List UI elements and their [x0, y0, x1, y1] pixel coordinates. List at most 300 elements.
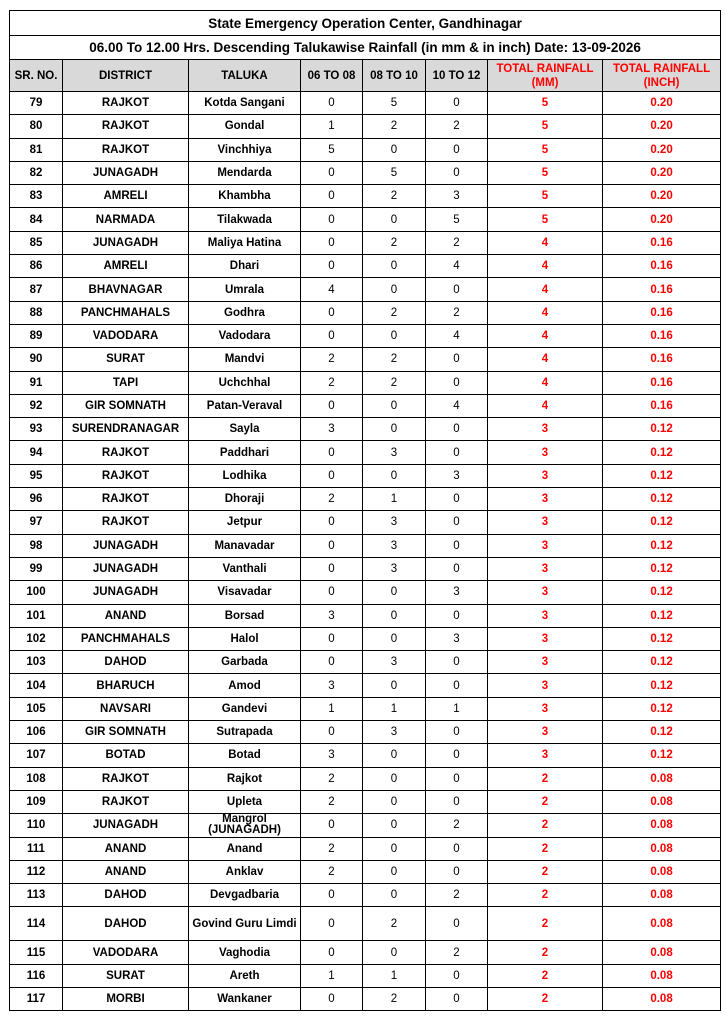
taluka-cell: Vinchhiya — [189, 138, 301, 161]
total-mm-cell: 2 — [488, 987, 603, 1010]
rain-08-10-cell: 2 — [363, 371, 426, 394]
rain-10-12-cell: 0 — [426, 907, 488, 941]
total-inch-cell: 0.12 — [603, 534, 721, 557]
rain-08-10-cell: 1 — [363, 697, 426, 720]
table-row — [10, 231, 721, 254]
district-cell: RAJKOT — [63, 488, 189, 511]
total-mm-cell: 3 — [488, 557, 603, 580]
total-inch-cell: 0.12 — [603, 721, 721, 744]
rain-10-12-cell: 1 — [426, 697, 488, 720]
total-inch-cell: 0.08 — [603, 964, 721, 987]
taluka-cell: Mangrol (JUNAGADH) — [189, 814, 301, 837]
district-cell: DAHOD — [63, 884, 189, 907]
rain-08-10-cell: 0 — [363, 278, 426, 301]
total-inch-cell: 0.20 — [603, 208, 721, 231]
table-row — [10, 964, 721, 987]
taluka-cell: Areth — [189, 964, 301, 987]
table-row — [10, 278, 721, 301]
district-cell: RAJKOT — [63, 767, 189, 790]
rain-08-10-cell: 0 — [363, 814, 426, 837]
district-cell: AMRELI — [63, 255, 189, 278]
district-cell: ANAND — [63, 837, 189, 860]
sr-no-cell: 86 — [10, 255, 63, 278]
rain-08-10-cell: 3 — [363, 651, 426, 674]
taluka-cell: Amod — [189, 674, 301, 697]
rain-06-08-cell: 0 — [301, 301, 363, 324]
rain-08-10-cell: 0 — [363, 464, 426, 487]
total-inch-cell: 0.08 — [603, 907, 721, 941]
rain-10-12-cell: 0 — [426, 837, 488, 860]
rain-10-12-cell: 3 — [426, 185, 488, 208]
rain-10-12-cell: 0 — [426, 348, 488, 371]
district-cell: RAJKOT — [63, 790, 189, 813]
taluka-cell: Dhari — [189, 255, 301, 278]
rain-08-10-cell: 2 — [363, 231, 426, 254]
rain-08-10-cell: 0 — [363, 860, 426, 883]
rain-10-12-cell: 4 — [426, 394, 488, 417]
rain-10-12-cell: 0 — [426, 964, 488, 987]
header-sr-no: SR. NO. — [10, 60, 63, 92]
sr-no-cell: 93 — [10, 418, 63, 441]
rain-08-10-cell: 3 — [363, 557, 426, 580]
total-mm-cell: 3 — [488, 488, 603, 511]
total-mm-cell: 3 — [488, 721, 603, 744]
district-cell: JUNAGADH — [63, 161, 189, 184]
taluka-cell: Godhra — [189, 301, 301, 324]
rain-10-12-cell: 4 — [426, 324, 488, 347]
taluka-cell: Sutrapada — [189, 721, 301, 744]
total-inch-cell: 0.08 — [603, 814, 721, 837]
taluka-cell: Botad — [189, 744, 301, 767]
total-inch-cell: 0.12 — [603, 744, 721, 767]
rain-10-12-cell: 5 — [426, 208, 488, 231]
header-08-to-10: 08 TO 10 — [363, 60, 426, 92]
rain-10-12-cell: 0 — [426, 161, 488, 184]
table-row — [10, 884, 721, 907]
total-mm-cell: 5 — [488, 185, 603, 208]
table-row — [10, 651, 721, 674]
rain-10-12-cell: 0 — [426, 767, 488, 790]
rain-06-08-cell: 3 — [301, 418, 363, 441]
taluka-cell: Jetpur — [189, 511, 301, 534]
rain-08-10-cell: 0 — [363, 138, 426, 161]
taluka-cell: Umrala — [189, 278, 301, 301]
taluka-cell: Rajkot — [189, 767, 301, 790]
total-inch-cell: 0.08 — [603, 884, 721, 907]
district-cell: RAJKOT — [63, 92, 189, 115]
district-cell: SURENDRANAGAR — [63, 418, 189, 441]
rain-08-10-cell: 0 — [363, 767, 426, 790]
sr-no-cell: 98 — [10, 534, 63, 557]
total-inch-cell: 0.16 — [603, 278, 721, 301]
rain-10-12-cell: 2 — [426, 115, 488, 138]
rain-06-08-cell: 0 — [301, 627, 363, 650]
total-inch-cell: 0.12 — [603, 674, 721, 697]
table-row — [10, 255, 721, 278]
rain-10-12-cell: 0 — [426, 92, 488, 115]
district-cell: RAJKOT — [63, 115, 189, 138]
district-cell: DAHOD — [63, 651, 189, 674]
taluka-cell: Uchchhal — [189, 371, 301, 394]
district-cell: JUNAGADH — [63, 231, 189, 254]
header-06-to-08: 06 TO 08 — [301, 60, 363, 92]
table-row — [10, 418, 721, 441]
taluka-cell: Garbada — [189, 651, 301, 674]
rain-10-12-cell: 0 — [426, 557, 488, 580]
table-row — [10, 371, 721, 394]
district-cell: ANAND — [63, 604, 189, 627]
rain-10-12-cell: 3 — [426, 627, 488, 650]
rain-08-10-cell: 0 — [363, 837, 426, 860]
report-title: State Emergency Operation Center, Gandhinagar — [10, 11, 721, 36]
taluka-cell: Halol — [189, 627, 301, 650]
rain-10-12-cell: 0 — [426, 278, 488, 301]
sr-no-cell: 104 — [10, 674, 63, 697]
table-row — [10, 464, 721, 487]
sr-no-cell: 80 — [10, 115, 63, 138]
taluka-cell: Maliya Hatina — [189, 231, 301, 254]
report-subtitle: 06.00 To 12.00 Hrs. Descending Talukawise Rainfall (in mm & in inch) Date: 13-09-2026 — [10, 36, 721, 60]
total-mm-cell: 3 — [488, 581, 603, 604]
rain-10-12-cell: 0 — [426, 744, 488, 767]
rain-06-08-cell: 3 — [301, 674, 363, 697]
table-row — [10, 767, 721, 790]
taluka-cell: Visavadar — [189, 581, 301, 604]
district-cell: AMRELI — [63, 185, 189, 208]
district-cell: RAJKOT — [63, 511, 189, 534]
rain-06-08-cell: 0 — [301, 255, 363, 278]
district-cell: PANCHMAHALS — [63, 627, 189, 650]
table-row — [10, 581, 721, 604]
rain-08-10-cell: 3 — [363, 721, 426, 744]
header-total-mm: TOTAL RAINFALL (MM) — [488, 60, 603, 92]
total-mm-cell: 2 — [488, 814, 603, 837]
rain-06-08-cell: 0 — [301, 394, 363, 417]
sr-no-cell: 101 — [10, 604, 63, 627]
district-cell: PANCHMAHALS — [63, 301, 189, 324]
rain-06-08-cell: 1 — [301, 964, 363, 987]
table-row — [10, 860, 721, 883]
sr-no-cell: 111 — [10, 837, 63, 860]
rain-08-10-cell: 2 — [363, 348, 426, 371]
taluka-cell: Devgadbaria — [189, 884, 301, 907]
total-inch-cell: 0.12 — [603, 511, 721, 534]
total-inch-cell: 0.16 — [603, 255, 721, 278]
rain-08-10-cell: 5 — [363, 92, 426, 115]
district-cell: BOTAD — [63, 744, 189, 767]
rain-10-12-cell: 0 — [426, 418, 488, 441]
district-cell: JUNAGADH — [63, 814, 189, 837]
taluka-cell: Gandevi — [189, 697, 301, 720]
rain-08-10-cell: 0 — [363, 255, 426, 278]
table-row — [10, 721, 721, 744]
district-cell: RAJKOT — [63, 441, 189, 464]
taluka-cell: Gondal — [189, 115, 301, 138]
taluka-cell: Wankaner — [189, 987, 301, 1010]
rain-08-10-cell: 0 — [363, 884, 426, 907]
total-inch-cell: 0.16 — [603, 324, 721, 347]
sr-no-cell: 92 — [10, 394, 63, 417]
taluka-cell: Paddhari — [189, 441, 301, 464]
district-cell: VADODARA — [63, 324, 189, 347]
district-cell: RAJKOT — [63, 138, 189, 161]
rain-08-10-cell: 0 — [363, 394, 426, 417]
rain-08-10-cell: 0 — [363, 744, 426, 767]
rain-10-12-cell: 0 — [426, 790, 488, 813]
total-inch-cell: 0.16 — [603, 301, 721, 324]
sr-no-cell: 100 — [10, 581, 63, 604]
rain-08-10-cell: 0 — [363, 627, 426, 650]
total-mm-cell: 4 — [488, 301, 603, 324]
total-inch-cell: 0.12 — [603, 418, 721, 441]
taluka-cell: Vadodara — [189, 324, 301, 347]
total-mm-cell: 4 — [488, 278, 603, 301]
table-row — [10, 115, 721, 138]
rain-08-10-cell: 2 — [363, 115, 426, 138]
total-mm-cell: 2 — [488, 941, 603, 964]
table-row — [10, 744, 721, 767]
sr-no-cell: 103 — [10, 651, 63, 674]
rain-08-10-cell: 2 — [363, 185, 426, 208]
total-inch-cell: 0.08 — [603, 767, 721, 790]
total-inch-cell: 0.12 — [603, 557, 721, 580]
rain-10-12-cell: 0 — [426, 138, 488, 161]
district-cell: SURAT — [63, 964, 189, 987]
total-inch-cell: 0.08 — [603, 790, 721, 813]
rain-08-10-cell: 0 — [363, 941, 426, 964]
total-inch-cell: 0.20 — [603, 92, 721, 115]
sr-no-cell: 115 — [10, 941, 63, 964]
rain-06-08-cell: 0 — [301, 884, 363, 907]
total-inch-cell: 0.20 — [603, 138, 721, 161]
sr-no-cell: 112 — [10, 860, 63, 883]
rain-06-08-cell: 0 — [301, 814, 363, 837]
taluka-cell: Upleta — [189, 790, 301, 813]
rain-06-08-cell: 0 — [301, 161, 363, 184]
total-inch-cell: 0.20 — [603, 185, 721, 208]
rain-06-08-cell: 0 — [301, 721, 363, 744]
rain-10-12-cell: 0 — [426, 534, 488, 557]
total-mm-cell: 2 — [488, 790, 603, 813]
taluka-cell: Vaghodia — [189, 941, 301, 964]
total-mm-cell: 3 — [488, 441, 603, 464]
table-row — [10, 324, 721, 347]
table-row — [10, 138, 721, 161]
rain-10-12-cell: 2 — [426, 814, 488, 837]
district-cell: TAPI — [63, 371, 189, 394]
taluka-cell: Khambha — [189, 185, 301, 208]
rain-08-10-cell: 0 — [363, 790, 426, 813]
district-cell: NAVSARI — [63, 697, 189, 720]
sr-no-cell: 102 — [10, 627, 63, 650]
rain-06-08-cell: 4 — [301, 278, 363, 301]
rain-08-10-cell: 0 — [363, 418, 426, 441]
sr-no-cell: 116 — [10, 964, 63, 987]
total-inch-cell: 0.12 — [603, 697, 721, 720]
table-row — [10, 557, 721, 580]
total-mm-cell: 5 — [488, 161, 603, 184]
rain-10-12-cell: 0 — [426, 860, 488, 883]
total-inch-cell: 0.16 — [603, 371, 721, 394]
total-inch-cell: 0.16 — [603, 394, 721, 417]
taluka-cell: Manavadar — [189, 534, 301, 557]
rain-06-08-cell: 3 — [301, 604, 363, 627]
sr-no-cell: 79 — [10, 92, 63, 115]
rain-06-08-cell: 0 — [301, 92, 363, 115]
rain-10-12-cell: 4 — [426, 255, 488, 278]
taluka-cell: Mendarda — [189, 161, 301, 184]
rain-10-12-cell: 2 — [426, 884, 488, 907]
total-inch-cell: 0.08 — [603, 941, 721, 964]
total-inch-cell: 0.08 — [603, 860, 721, 883]
sr-no-cell: 94 — [10, 441, 63, 464]
rain-06-08-cell: 2 — [301, 837, 363, 860]
rain-08-10-cell: 2 — [363, 907, 426, 941]
rain-06-08-cell: 1 — [301, 115, 363, 138]
rain-10-12-cell: 0 — [426, 511, 488, 534]
total-mm-cell: 3 — [488, 418, 603, 441]
table-header — [10, 60, 721, 92]
table-row — [10, 441, 721, 464]
total-mm-cell: 3 — [488, 744, 603, 767]
taluka-cell: Lodhika — [189, 464, 301, 487]
total-inch-cell: 0.12 — [603, 581, 721, 604]
table-row — [10, 161, 721, 184]
district-cell: DAHOD — [63, 907, 189, 941]
sr-no-cell: 89 — [10, 324, 63, 347]
district-cell: BHARUCH — [63, 674, 189, 697]
total-inch-cell: 0.08 — [603, 987, 721, 1010]
total-inch-cell: 0.08 — [603, 837, 721, 860]
rain-10-12-cell: 2 — [426, 301, 488, 324]
rain-06-08-cell: 0 — [301, 324, 363, 347]
total-mm-cell: 3 — [488, 651, 603, 674]
total-mm-cell: 5 — [488, 138, 603, 161]
rain-06-08-cell: 0 — [301, 185, 363, 208]
rain-06-08-cell: 0 — [301, 941, 363, 964]
sr-no-cell: 85 — [10, 231, 63, 254]
rain-10-12-cell: 0 — [426, 604, 488, 627]
table-row — [10, 185, 721, 208]
sr-no-cell: 114 — [10, 907, 63, 941]
total-mm-cell: 5 — [488, 208, 603, 231]
rain-10-12-cell: 0 — [426, 488, 488, 511]
total-mm-cell: 4 — [488, 394, 603, 417]
total-mm-cell: 2 — [488, 767, 603, 790]
rain-06-08-cell: 0 — [301, 907, 363, 941]
rain-06-08-cell: 1 — [301, 697, 363, 720]
rain-10-12-cell: 3 — [426, 581, 488, 604]
rain-06-08-cell: 0 — [301, 208, 363, 231]
sr-no-cell: 87 — [10, 278, 63, 301]
rain-10-12-cell: 0 — [426, 371, 488, 394]
taluka-cell: Anand — [189, 837, 301, 860]
taluka-cell: Anklav — [189, 860, 301, 883]
rain-06-08-cell: 2 — [301, 488, 363, 511]
sr-no-cell: 108 — [10, 767, 63, 790]
district-cell: BHAVNAGAR — [63, 278, 189, 301]
rain-08-10-cell: 5 — [363, 161, 426, 184]
table-row — [10, 674, 721, 697]
taluka-cell: Borsad — [189, 604, 301, 627]
taluka-cell: Govind Guru Limdi — [189, 907, 301, 941]
district-cell: ANAND — [63, 860, 189, 883]
rain-06-08-cell: 0 — [301, 464, 363, 487]
rain-06-08-cell: 2 — [301, 860, 363, 883]
table-row — [10, 301, 721, 324]
sr-no-cell: 90 — [10, 348, 63, 371]
table-row — [10, 941, 721, 964]
total-mm-cell: 4 — [488, 324, 603, 347]
rain-10-12-cell: 2 — [426, 231, 488, 254]
rain-06-08-cell: 2 — [301, 767, 363, 790]
district-cell: NARMADA — [63, 208, 189, 231]
rain-08-10-cell: 0 — [363, 581, 426, 604]
sr-no-cell: 99 — [10, 557, 63, 580]
rain-06-08-cell: 0 — [301, 231, 363, 254]
total-mm-cell: 3 — [488, 534, 603, 557]
district-cell: JUNAGADH — [63, 581, 189, 604]
table-row — [10, 92, 721, 115]
sr-no-cell: 105 — [10, 697, 63, 720]
table-row — [10, 790, 721, 813]
sr-no-cell: 109 — [10, 790, 63, 813]
sr-no-cell: 82 — [10, 161, 63, 184]
table-row — [10, 987, 721, 1010]
total-mm-cell: 3 — [488, 464, 603, 487]
rain-08-10-cell: 1 — [363, 964, 426, 987]
total-mm-cell: 4 — [488, 231, 603, 254]
table-row — [10, 534, 721, 557]
total-mm-cell: 3 — [488, 511, 603, 534]
sr-no-cell: 113 — [10, 884, 63, 907]
rain-10-12-cell: 3 — [426, 464, 488, 487]
total-mm-cell: 2 — [488, 860, 603, 883]
table-row — [10, 208, 721, 231]
table-row — [10, 348, 721, 371]
sr-no-cell: 91 — [10, 371, 63, 394]
rain-10-12-cell: 0 — [426, 674, 488, 697]
header-total-inch: TOTAL RAINFALL (INCH) — [603, 60, 721, 92]
rain-08-10-cell: 2 — [363, 301, 426, 324]
rainfall-report — [9, 10, 720, 1011]
total-mm-cell: 3 — [488, 674, 603, 697]
total-mm-cell: 2 — [488, 907, 603, 941]
total-inch-cell: 0.20 — [603, 161, 721, 184]
total-inch-cell: 0.12 — [603, 651, 721, 674]
sr-no-cell: 106 — [10, 721, 63, 744]
total-mm-cell: 3 — [488, 627, 603, 650]
taluka-cell: Patan-Veraval — [189, 394, 301, 417]
rain-08-10-cell: 0 — [363, 604, 426, 627]
table-row — [10, 488, 721, 511]
district-cell: JUNAGADH — [63, 534, 189, 557]
total-mm-cell: 2 — [488, 837, 603, 860]
rain-08-10-cell: 0 — [363, 208, 426, 231]
rain-06-08-cell: 0 — [301, 581, 363, 604]
rain-06-08-cell: 0 — [301, 534, 363, 557]
header-10-to-12: 10 TO 12 — [426, 60, 488, 92]
sr-no-cell: 107 — [10, 744, 63, 767]
rain-06-08-cell: 0 — [301, 511, 363, 534]
total-mm-cell: 4 — [488, 371, 603, 394]
table-row — [10, 604, 721, 627]
rain-06-08-cell: 0 — [301, 987, 363, 1010]
rain-06-08-cell: 3 — [301, 744, 363, 767]
total-mm-cell: 4 — [488, 255, 603, 278]
table-row — [10, 814, 721, 837]
total-mm-cell: 5 — [488, 92, 603, 115]
